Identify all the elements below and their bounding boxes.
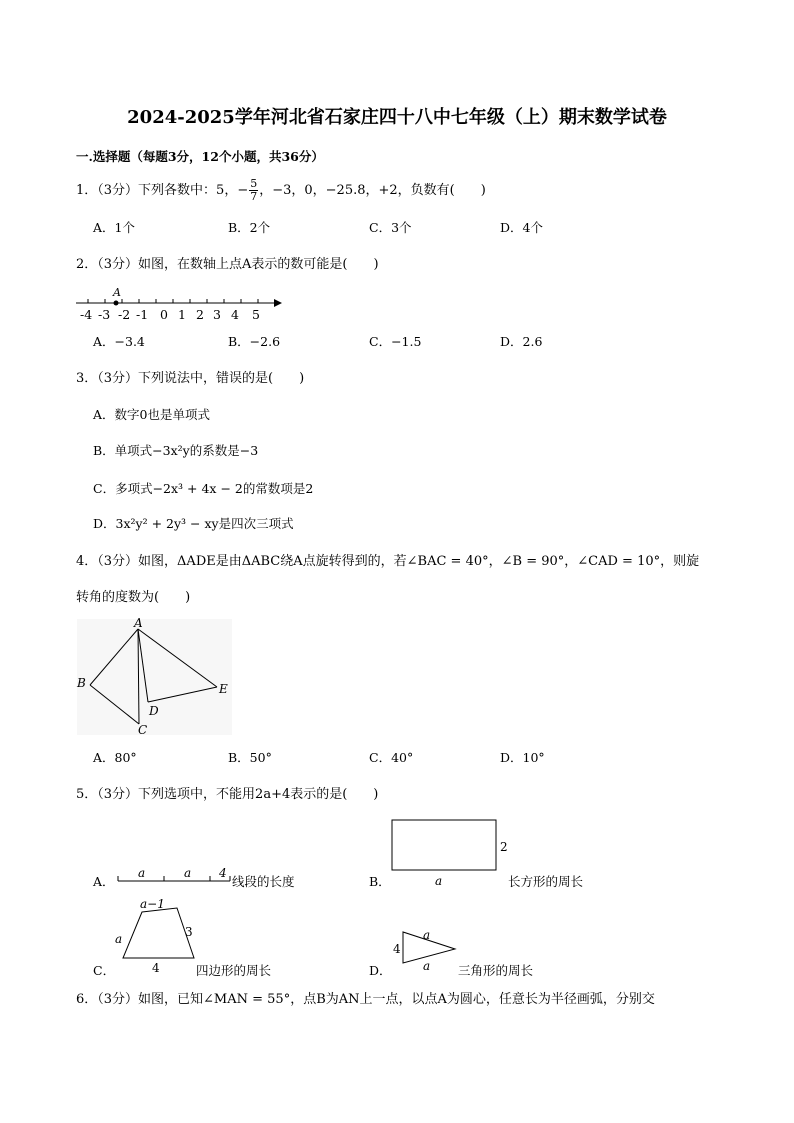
- tick-label: 1: [178, 307, 186, 322]
- number-line-ticks: [88, 299, 258, 303]
- q3-option-b: B．单项式−3x²y的系数是−3: [93, 443, 259, 458]
- q1-stem-part1: 1．（3分）下列各数中：5，−: [76, 183, 249, 198]
- q5-option-c-text: 四边形的周长: [196, 963, 272, 978]
- point-a-dot: [114, 301, 119, 306]
- q4-option-b: B．50°: [228, 750, 272, 765]
- q5-option-b-rectangle: [388, 816, 510, 888]
- tick-label: -1: [136, 307, 149, 322]
- tick-label: -4: [80, 307, 93, 322]
- q4-option-a: A．80°: [93, 750, 137, 765]
- question-3-stem: 3．（3分）下列说法中，错误的是( ): [76, 371, 305, 386]
- rectangle-label-2: 2: [500, 840, 508, 854]
- quadrilateral-shape: [123, 908, 194, 958]
- q5-option-b-text: 长方形的周长: [508, 874, 584, 889]
- vertex-a-label: A: [134, 617, 143, 630]
- tick-label: 0: [160, 307, 168, 322]
- quad-label-a: a: [115, 932, 123, 946]
- q1-fraction: [249, 178, 258, 203]
- q4-option-c: C．40°: [369, 750, 414, 765]
- q1-option-c: C．3个: [369, 220, 412, 235]
- q1-option-b: B．2个: [228, 220, 271, 235]
- q5-option-c-prefix: C．: [93, 963, 116, 978]
- q3-option-d: D．3x²y² + 2y³ − xy是四次三项式: [93, 516, 294, 531]
- segment-label-a1: a: [138, 866, 146, 880]
- tick-label: 4: [231, 307, 239, 322]
- number-line-arrow: [274, 299, 282, 307]
- quad-label-4: 4: [152, 961, 160, 975]
- tick-label: 3: [213, 307, 221, 322]
- question-4-stem-line2: 转角的度数为( ): [76, 590, 191, 605]
- q3-option-a: A．数字0也是单项式: [93, 407, 210, 422]
- tick-label: -2: [118, 307, 131, 322]
- rectangle-shape: [392, 820, 496, 870]
- q1-fraction-denominator: 7: [250, 190, 258, 203]
- triangle-label-4: 4: [393, 942, 401, 956]
- segment-label-a2: a: [184, 866, 192, 880]
- q2-number-line: [70, 284, 285, 324]
- segment-label-4: 4: [219, 866, 227, 880]
- vertex-e-label: E: [219, 682, 228, 696]
- point-a-label: A: [113, 286, 121, 299]
- q5-option-d-triangle: [388, 925, 464, 975]
- quad-label-3: 3: [185, 925, 193, 939]
- quad-label-a-minus-1: a−1: [140, 897, 165, 911]
- q4-option-d: D．10°: [500, 750, 545, 765]
- q1-fraction-numerator: 5: [250, 177, 258, 190]
- triangle-label-a-bottom: a: [423, 959, 431, 973]
- q2-option-d: D．2.6: [500, 334, 543, 349]
- vertex-c-label: C: [138, 723, 148, 737]
- q4-rotation-figure: [72, 617, 237, 737]
- q5-option-d-text: 三角形的周长: [458, 963, 534, 978]
- q5-option-d-prefix: D．: [369, 963, 392, 978]
- q5-option-a-segment: [114, 862, 232, 886]
- q2-option-a: A．−3.4: [93, 334, 145, 349]
- q1-option-d: D．4个: [500, 220, 543, 235]
- page-title: 2024-2025学年河北省石家庄四十八中七年级（上）期末数学试卷: [127, 107, 667, 128]
- q2-option-c: C．−1.5: [369, 334, 422, 349]
- question-6-stem: 6．（3分）如图，已知∠MAN = 55°，点B为AN上一点，以点A为圆心，任意长为半径画弧，分别交: [76, 992, 655, 1007]
- q2-option-b: B．−2.6: [228, 334, 281, 349]
- q5-option-c-quadrilateral: [110, 893, 200, 975]
- triangle-label-a-top: a: [423, 928, 431, 942]
- vertex-d-label: D: [149, 704, 159, 718]
- q3-option-c: C．多项式−2x³ + 4x − 2的常数项是2: [93, 481, 314, 496]
- question-4-stem-line1: 4．（3分）如图，ΔADE是由ΔABC绕A点旋转得到的，若∠BAC = 40°，∠B = 90°，∠CAD = 10°，则旋: [76, 554, 700, 569]
- q5-option-a-prefix: A．: [93, 874, 115, 889]
- section-heading: 一.选择题（每题3分，12个小题，共36分）: [76, 149, 324, 164]
- question-2-stem: 2．（3分）如图，在数轴上点A表示的数可能是( ): [76, 257, 379, 272]
- q1-option-a: A．1个: [93, 220, 135, 235]
- q5-option-b-prefix: B．: [369, 874, 391, 889]
- tick-label: -3: [98, 307, 111, 322]
- tick-label: 5: [252, 307, 260, 322]
- question-5-stem: 5．（3分）下列选项中，不能用2a+4表示的是( ): [76, 787, 379, 802]
- q1-stem-part2: ，−3，0，−25.8，+2，负数有( ): [259, 183, 486, 198]
- q5-option-a-text: 线段的长度: [232, 874, 295, 889]
- tick-label: 2: [196, 307, 204, 322]
- rectangle-label-a: a: [435, 874, 443, 888]
- question-1-stem: [76, 178, 486, 203]
- vertex-b-label: B: [77, 676, 86, 690]
